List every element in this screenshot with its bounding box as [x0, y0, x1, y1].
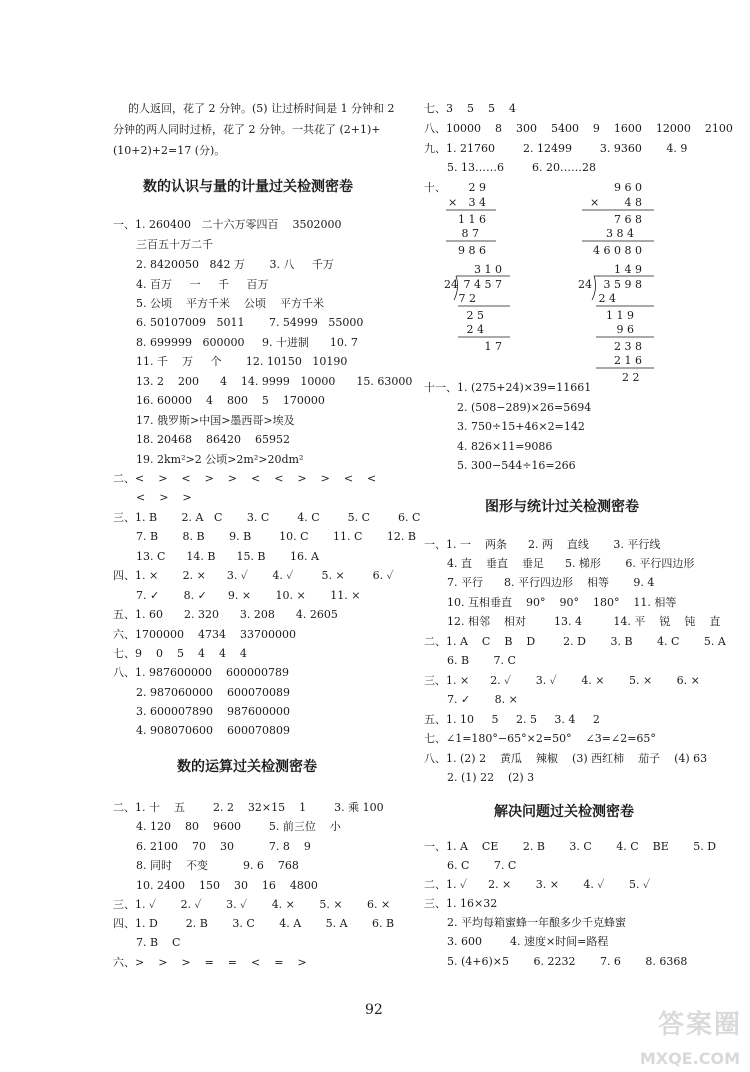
divisor: 24: [578, 278, 592, 291]
answer-line: 三百五十万二千: [136, 238, 213, 251]
answer-line: 六、> > > = = < = >: [113, 956, 307, 969]
watermark-logo: [614, 1004, 742, 1068]
answer-line: 十一、1. (275+24)×39=11661: [424, 381, 592, 394]
factor-a: 9 6 0: [614, 181, 642, 194]
answer-line: 三、1. ✓ 2. ✓ 3. ✓ 4. × 5. × 6. ×: [113, 898, 391, 911]
answer-line: 七、9 0 5 4 4 4: [113, 647, 247, 660]
subtract-3: 2 1 6: [614, 354, 642, 367]
answer-line: 五、1. 10 5 2. 5 3. 4 2: [424, 713, 600, 726]
answer-line: 13. 2 200 4 14. 9999 10000 15. 63000: [136, 375, 413, 388]
answer-line: 6. 2100 70 30 7. 8 9: [136, 840, 311, 853]
watermark-url: MXQE.COM: [639, 1049, 740, 1068]
remainder-2: 2 3 8: [614, 340, 642, 353]
answer-line: 17. 俄罗斯>中国>墨西哥>埃及: [136, 414, 295, 427]
factor-b: 3 4: [468, 196, 486, 209]
answer-line: 16. 60000 4 800 5 170000: [136, 394, 325, 407]
answer-line: 3. 600007890 987600000: [136, 705, 290, 718]
answer-line: 2. 平均每箱蜜蜂一年酿多少千克蜂蜜: [447, 916, 626, 929]
factor-a: 2 9: [468, 181, 486, 194]
continuation-line-1: 的人返回，花了 2 分钟。(5) 让过桥时间是 1 分钟和 2: [128, 102, 395, 115]
answer-line: 4. 百万 一 千 百万: [136, 278, 269, 291]
answer-line: 2. (1) 22 (2) 3: [447, 771, 535, 784]
answer-line: 二、1. 十 五 2. 2 32×15 1 3. 乘 100: [113, 801, 384, 814]
partial-1: 1 1 6: [458, 213, 486, 226]
answer-line: 四、1. D 2. B 3. C 4. A 5. A 6. B: [113, 917, 395, 930]
section-title-operations: 数的运算过关检测密卷: [177, 759, 317, 775]
answer-line: 11. 千 万 个 12. 10150 10190: [136, 355, 348, 368]
division-1: [444, 263, 510, 353]
answer-line: 二、< > < > > < < > > < <: [113, 472, 377, 485]
answer-line: 5. 公顷 平方千米 公顷 平方千米: [136, 297, 324, 310]
answer-line: 10. 互相垂直 90° 90° 180° 11. 相等: [447, 596, 677, 609]
subtract-2: 2 4: [466, 323, 484, 336]
answer-line: 六、1700000 4734 33700000: [113, 628, 296, 641]
product: 4 6 0 8 0: [593, 244, 642, 257]
answer-line: 三、1. × 2. ✓ 3. ✓ 4. × 5. × 6. ×: [424, 674, 700, 687]
partial-1: 7 6 8: [614, 213, 642, 226]
times-sign: ×: [590, 196, 600, 209]
answer-line: 13. C 14. B 15. B 16. A: [136, 550, 319, 563]
answer-line: 7. B 8. B 9. B 10. C 11. C 12. B: [136, 530, 416, 543]
answer-line: 2. 8420050 842 万 3. 八 千万: [136, 258, 334, 271]
answer-line: 4. 直 垂直 垂足 5. 梯形 6. 平行四边形: [447, 557, 695, 570]
quotient: 3 1 0: [474, 263, 502, 276]
answer-line: 八、1. (2) 2 黄瓜 辣椒 (3) 西红柿 茄子 (4) 63: [424, 752, 708, 765]
answer-line: 5. (4+6)×5 6. 2232 7. 6 8. 6368: [447, 955, 688, 968]
answer-line: 7. B C: [136, 936, 181, 949]
answer-line: 三、1. 16×32: [424, 897, 498, 910]
answer-line: 7. ✓ 8. ×: [447, 693, 518, 706]
answer-line: 2. (508−289)×26=5694: [457, 401, 592, 414]
answer-line: 七、∠1=180°−65°×2=50° ∠3=∠2=65°: [424, 732, 656, 745]
answer-line: 七、3 5 5 4: [424, 102, 516, 115]
dividend: 3 5 9 8: [603, 278, 642, 291]
answer-line: 6. C 7. C: [447, 859, 517, 872]
division-bracket: [592, 276, 596, 300]
partial-2: 3 8 4: [606, 227, 634, 240]
answer-line: 4. 120 80 9600 5. 前三位 小: [136, 820, 341, 833]
answer-line: 19. 2km²>2 公顷>2m²>20dm²: [136, 453, 304, 466]
section-title-geometry: 图形与统计过关检测密卷: [485, 499, 639, 515]
answer-line: 6. 50107009 5011 7. 54999 55000: [136, 316, 364, 329]
answer-line: 4. 908070600 600070809: [136, 724, 290, 737]
answer-line: 8. 同时 不变 9. 6 768: [136, 859, 299, 872]
page-number: 92: [365, 1002, 383, 1018]
answer-line: 18. 20468 86420 65952: [136, 433, 290, 446]
quotient: 1 4 9: [614, 263, 642, 276]
answer-line: 5. 300−544÷16=266: [457, 459, 576, 472]
divisor: 24: [444, 278, 458, 291]
continuation-line-3: (10+2)+2=17 (分)。: [113, 144, 226, 157]
division-2-final-remainder: 2 2: [622, 371, 640, 384]
final-remainder: 1 7: [484, 340, 502, 353]
vertical-calculations: [440, 176, 680, 376]
answer-line: 7. ✓ 8. ✓ 9. × 10. × 11. ×: [136, 589, 361, 602]
answer-line: 一、1. A CE 2. B 3. C 4. C BE 5. D: [424, 840, 717, 853]
answer-line: 5. 13……6 6. 20……28: [447, 161, 596, 174]
section-title-number-recognition: 数的认识与量的计量过关检测密卷: [143, 179, 353, 195]
division-2: [578, 263, 654, 368]
subtract-2: 9 6: [616, 323, 634, 336]
answer-line: 二、1. ✓ 2. × 3. × 4. ✓ 5. ✓: [424, 878, 651, 891]
continuation-line-2: 分钟的两人同时过桥，花了 2 分钟。一共花了 (2+1)+: [113, 123, 381, 136]
answer-line: 2. 987060000 600070089: [136, 686, 290, 699]
partial-2: 8 7: [461, 227, 479, 240]
answer-line: 8. 699999 600000 9. 十进制 10. 7: [136, 336, 358, 349]
answer-line: 3. 600 4. 速度×时间=路程: [447, 935, 609, 948]
answer-line: 八、10000 8 300 5400 9 1600 12000 2100: [424, 122, 733, 135]
label-ten: 十、: [424, 181, 446, 194]
answer-line: 3. 750÷15+46×2=142: [457, 420, 585, 433]
answer-line: 10. 2400 150 30 16 4800: [136, 879, 318, 892]
answer-line: 4. 826×11=9086: [457, 440, 553, 453]
answer-line: 一、1. 260400 二十六万零四百 3502000: [113, 218, 342, 231]
answer-line: 五、1. 60 2. 320 3. 208 4. 2605: [113, 608, 338, 621]
multiplication-2: [582, 181, 654, 257]
answer-line: 7. 平行 8. 平行四边形 相等 9. 4: [447, 576, 655, 589]
dividend: 7 4 5 7: [463, 278, 502, 291]
answer-line: 九、1. 21760 2. 12499 3. 9360 4. 9: [424, 142, 688, 155]
answer-line: 三、1. B 2. A C 3. C 4. C 5. C 6. C: [113, 511, 421, 524]
remainder-1: 1 1 9: [606, 309, 634, 322]
answer-line: 二、1. A C B D 2. D 3. B 4. C 5. A: [424, 635, 726, 648]
multiplication-1: [446, 181, 496, 257]
answer-line: 6. B 7. C: [447, 654, 516, 667]
answer-line: 八、1. 987600000 600000789: [113, 666, 289, 679]
answer-line: < > >: [136, 491, 192, 504]
subtract-1: 2 4: [598, 292, 616, 305]
times-sign: ×: [448, 196, 458, 209]
watermark-text: 答案圈: [657, 1010, 742, 1040]
section-title-problem-solving: 解决问题过关检测密卷: [494, 804, 634, 820]
answer-line: 一、1. 一 两条 2. 两 直线 3. 平行线: [424, 538, 661, 551]
factor-b: 4 8: [624, 196, 642, 209]
answer-line: 四、1. × 2. × 3. ✓ 4. ✓ 5. × 6. ✓: [113, 569, 394, 582]
product: 9 8 6: [458, 244, 486, 257]
subtract-1: 7 2: [458, 292, 476, 305]
answer-line: 12. 相邻 相对 13. 4 14. 平 锐 钝 直: [447, 615, 721, 628]
remainder-1: 2 5: [466, 309, 484, 322]
